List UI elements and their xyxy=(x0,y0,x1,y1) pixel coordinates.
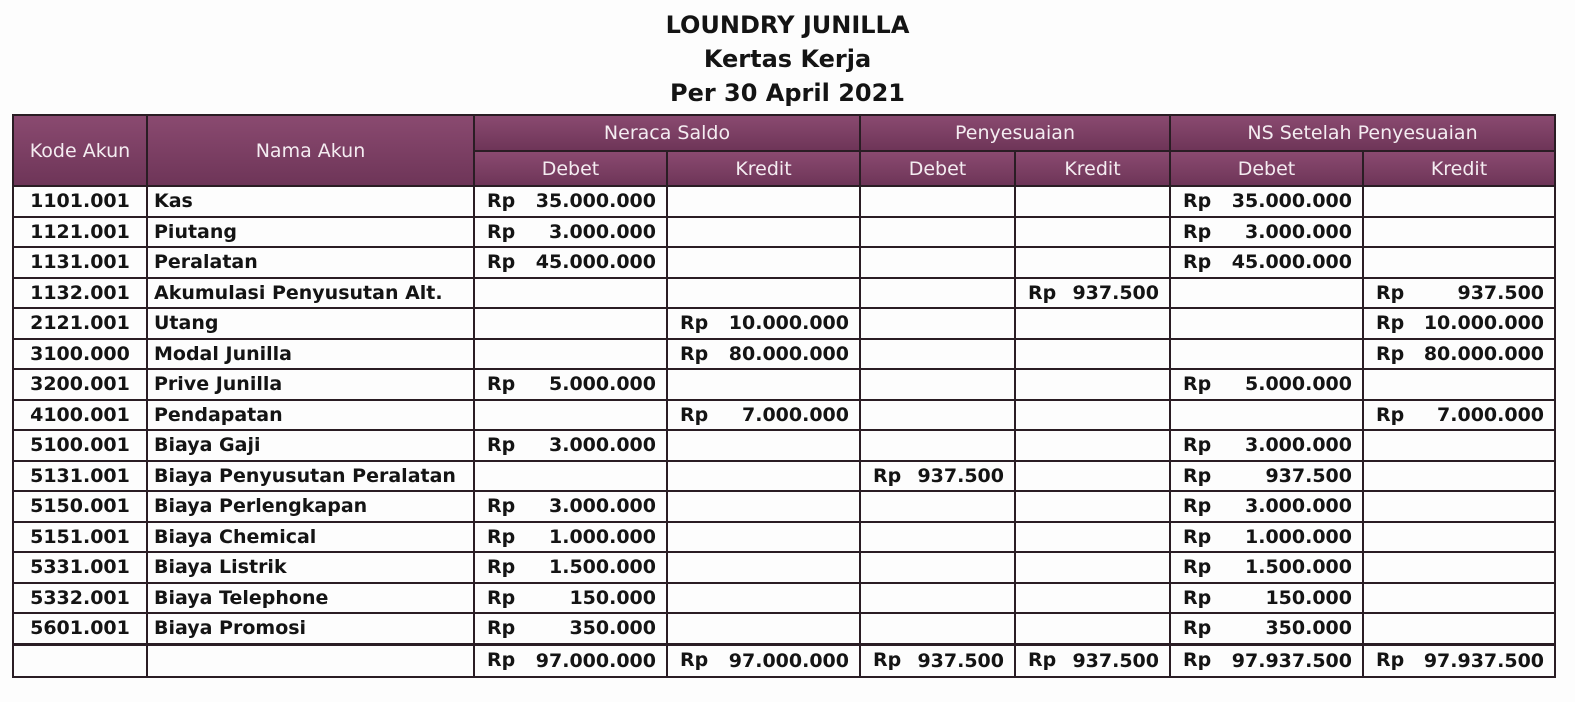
amount-value: 10.000.000 xyxy=(728,312,849,335)
account-code: 3200.001 xyxy=(13,369,147,400)
account-code: 5601.001 xyxy=(13,613,147,644)
amount-value: 3.000.000 xyxy=(549,495,656,518)
header-ns-setelah-penyesuaian: NS Setelah Penyesuaian xyxy=(1170,115,1555,151)
account-name: Biaya Telephone xyxy=(147,583,474,614)
currency-label: Rp xyxy=(487,525,516,548)
amount-cell xyxy=(1015,552,1170,583)
header-kredit: Kredit xyxy=(1015,151,1170,186)
table-row xyxy=(13,400,1555,431)
amount-cell xyxy=(1363,613,1555,644)
currency-label: Rp xyxy=(1183,648,1212,671)
amount-cell xyxy=(474,613,667,644)
amount-cell xyxy=(667,430,860,461)
account-name: Pendapatan xyxy=(147,400,474,431)
amount-cell xyxy=(1015,613,1170,644)
currency-label: Rp xyxy=(487,648,516,671)
currency-label: Rp xyxy=(1028,281,1057,304)
amount-cell xyxy=(1170,278,1363,309)
currency-label: Rp xyxy=(487,220,516,243)
amount-cell xyxy=(1363,278,1555,309)
header-kredit: Kredit xyxy=(1363,151,1555,186)
amount-value: 10.000.000 xyxy=(1423,312,1545,335)
currency-label: Rp xyxy=(487,373,516,395)
amount-cell xyxy=(860,461,1015,492)
account-code: 1121.001 xyxy=(13,217,147,248)
amount-cell xyxy=(474,491,667,522)
currency-label: Rp xyxy=(487,617,516,639)
amount-cell xyxy=(860,217,1015,248)
currency-label: Rp xyxy=(1376,403,1405,426)
amount-cell xyxy=(1363,308,1555,339)
amount-cell xyxy=(1170,400,1363,431)
amount-cell xyxy=(1170,583,1363,614)
amount-cell xyxy=(667,552,860,583)
account-code: 5131.001 xyxy=(13,461,147,492)
amount-cell xyxy=(860,400,1015,431)
amount-value: 150.000 xyxy=(1265,586,1352,609)
amount-cell xyxy=(860,339,1015,370)
account-name: Biaya Perlengkapan xyxy=(147,491,474,522)
amount-cell xyxy=(860,186,1015,217)
account-name: Biaya Promosi xyxy=(147,613,474,644)
amount-cell xyxy=(860,522,1015,553)
amount-cell xyxy=(667,247,860,278)
currency-label: Rp xyxy=(1183,556,1212,578)
account-code: 1131.001 xyxy=(13,247,147,278)
currency-label: Rp xyxy=(1183,220,1212,243)
amount-cell xyxy=(860,491,1015,522)
amount-cell xyxy=(860,278,1015,309)
table-row xyxy=(13,186,1555,217)
amount-cell xyxy=(474,400,667,431)
currency-label: Rp xyxy=(1028,648,1057,671)
amount-cell xyxy=(474,369,667,400)
currency-label: Rp xyxy=(1183,586,1212,609)
header-penyesuaian: Penyesuaian xyxy=(860,115,1170,151)
amount-cell xyxy=(860,613,1015,644)
currency-label: Rp xyxy=(487,586,516,609)
currency-label: Rp xyxy=(1376,281,1405,304)
amount-cell xyxy=(474,583,667,614)
amount-value: 1.000.000 xyxy=(1245,525,1352,548)
table-row xyxy=(13,217,1555,248)
account-code: 1132.001 xyxy=(13,278,147,309)
account-name: Piutang xyxy=(147,217,474,248)
amount-value: 937.500 xyxy=(1457,281,1545,304)
amount-cell xyxy=(860,552,1015,583)
amount-cell xyxy=(1170,339,1363,370)
amount-cell xyxy=(474,430,667,461)
amount-value: 1.500.000 xyxy=(1245,556,1352,579)
amount-cell xyxy=(860,369,1015,400)
amount-value: 45.000.000 xyxy=(1231,251,1352,274)
amount-cell xyxy=(474,461,667,492)
amount-cell xyxy=(1015,430,1170,461)
amount-cell xyxy=(1363,369,1555,400)
currency-label: Rp xyxy=(487,495,516,517)
currency-label: Rp xyxy=(873,464,902,487)
header-nama-akun: Nama Akun xyxy=(147,115,474,186)
amount-cell xyxy=(1363,247,1555,278)
table-row xyxy=(13,339,1555,370)
amount-value: 3.000.000 xyxy=(549,434,656,457)
empty-cell xyxy=(147,644,474,677)
header-kode-akun: Kode Akun xyxy=(13,115,147,186)
amount-cell xyxy=(1015,247,1170,278)
amount-value: 45.000.000 xyxy=(535,251,656,274)
amount-cell xyxy=(1363,400,1555,431)
currency-label: Rp xyxy=(680,648,709,671)
amount-cell xyxy=(1015,186,1170,217)
amount-value: 35.000.000 xyxy=(535,190,656,213)
amount-cell xyxy=(667,400,860,431)
table-row xyxy=(13,491,1555,522)
amount-value: 3.000.000 xyxy=(1245,495,1352,518)
amount-value: 3.000.000 xyxy=(1245,434,1352,457)
account-code: 1101.001 xyxy=(13,186,147,217)
amount-cell xyxy=(1015,491,1170,522)
amount-cell xyxy=(474,552,667,583)
currency-label: Rp xyxy=(1376,648,1405,671)
amount-value: 1.000.000 xyxy=(549,525,656,548)
account-name: Biaya Gaji xyxy=(147,430,474,461)
currency-label: Rp xyxy=(1183,525,1212,548)
amount-cell xyxy=(1170,430,1363,461)
account-name: Modal Junilla xyxy=(147,339,474,370)
amount-value: 3.000.000 xyxy=(549,220,656,243)
amount-cell xyxy=(860,308,1015,339)
currency-label: Rp xyxy=(1183,495,1212,517)
header-neraca-saldo: Neraca Saldo xyxy=(474,115,860,151)
amount-value: 7.000.000 xyxy=(742,403,849,426)
currency-label: Rp xyxy=(680,312,709,334)
account-name: Biaya Chemical xyxy=(147,522,474,553)
account-name: Prive Junilla xyxy=(147,369,474,400)
amount-cell xyxy=(1170,186,1363,217)
currency-label: Rp xyxy=(873,648,902,671)
amount-value: 937.500 xyxy=(917,464,1004,487)
amount-cell xyxy=(860,430,1015,461)
currency-label: Rp xyxy=(1183,251,1212,273)
currency-label: Rp xyxy=(487,556,516,578)
amount-value: 350.000 xyxy=(1265,617,1352,640)
empty-cell xyxy=(13,644,147,677)
account-code: 5151.001 xyxy=(13,522,147,553)
amount-cell xyxy=(1363,583,1555,614)
table-row xyxy=(13,613,1555,644)
amount-value: 97.000.000 xyxy=(535,649,656,672)
amount-cell xyxy=(1015,583,1170,614)
amount-value: 937.500 xyxy=(917,649,1004,672)
document-subtitle: Kertas Kerja xyxy=(703,45,872,73)
currency-label: Rp xyxy=(1183,434,1212,456)
amount-value: 937.500 xyxy=(1265,464,1352,487)
account-name: Biaya Listrik xyxy=(147,552,474,583)
amount-cell xyxy=(667,613,860,644)
amount-value: 97.000.000 xyxy=(728,649,849,672)
table-row xyxy=(13,308,1555,339)
account-name: Akumulasi Penyusutan Alt. xyxy=(147,278,474,309)
table-row xyxy=(13,552,1555,583)
amount-value: 3.000.000 xyxy=(1245,220,1352,243)
currency-label: Rp xyxy=(1183,190,1212,212)
amount-cell xyxy=(1015,308,1170,339)
account-code: 5331.001 xyxy=(13,552,147,583)
amount-cell xyxy=(1015,369,1170,400)
amount-cell xyxy=(1015,217,1170,248)
amount-cell xyxy=(1363,461,1555,492)
worksheet-body xyxy=(13,186,1555,677)
account-name: Utang xyxy=(147,308,474,339)
header-debet: Debet xyxy=(1170,151,1363,186)
amount-value: 150.000 xyxy=(569,586,656,609)
amount-cell xyxy=(1170,491,1363,522)
account-code: 5150.001 xyxy=(13,491,147,522)
amount-cell xyxy=(1363,552,1555,583)
amount-cell xyxy=(474,308,667,339)
amount-value: 80.000.000 xyxy=(728,342,849,365)
amount-cell xyxy=(474,247,667,278)
document-header xyxy=(0,8,1575,110)
amount-cell xyxy=(1170,644,1363,677)
amount-cell xyxy=(860,247,1015,278)
amount-cell xyxy=(474,339,667,370)
amount-cell xyxy=(667,217,860,248)
amount-cell xyxy=(1170,217,1363,248)
amount-value: 5.000.000 xyxy=(549,373,656,396)
currency-label: Rp xyxy=(487,434,516,456)
table-row xyxy=(13,522,1555,553)
amount-cell xyxy=(667,491,860,522)
currency-label: Rp xyxy=(680,403,709,426)
amount-value: 97.937.500 xyxy=(1423,649,1545,672)
amount-cell xyxy=(667,461,860,492)
amount-cell xyxy=(667,369,860,400)
account-name: Biaya Penyusutan Peralatan xyxy=(147,461,474,492)
account-code: 5332.001 xyxy=(13,583,147,614)
table-row xyxy=(13,461,1555,492)
amount-cell xyxy=(667,186,860,217)
amount-cell xyxy=(1015,400,1170,431)
amount-cell xyxy=(474,186,667,217)
amount-cell xyxy=(1015,461,1170,492)
account-name: Peralatan xyxy=(147,247,474,278)
amount-cell xyxy=(1170,613,1363,644)
amount-value: 7.000.000 xyxy=(1437,403,1545,426)
amount-cell xyxy=(1015,278,1170,309)
amount-cell xyxy=(860,583,1015,614)
amount-cell xyxy=(1363,522,1555,553)
account-code: 3100.000 xyxy=(13,339,147,370)
amount-cell xyxy=(667,308,860,339)
amount-cell xyxy=(1363,186,1555,217)
currency-label: Rp xyxy=(1376,342,1405,365)
period-label: Per 30 April 2021 xyxy=(669,79,905,107)
currency-label: Rp xyxy=(487,251,516,273)
amount-value: 35.000.000 xyxy=(1231,190,1352,213)
company-title: LOUNDRY JUNILLA xyxy=(665,11,910,39)
amount-cell xyxy=(1363,491,1555,522)
table-row xyxy=(13,583,1555,614)
amount-cell xyxy=(1170,552,1363,583)
amount-cell xyxy=(667,522,860,553)
amount-cell xyxy=(1170,247,1363,278)
currency-label: Rp xyxy=(1183,617,1212,639)
amount-cell xyxy=(860,644,1015,677)
amount-cell xyxy=(1170,522,1363,553)
header-debet: Debet xyxy=(860,151,1015,186)
header-kredit: Kredit xyxy=(667,151,860,186)
amount-cell xyxy=(1015,644,1170,677)
currency-label: Rp xyxy=(487,190,516,212)
table-row xyxy=(13,278,1555,309)
amount-cell xyxy=(1363,339,1555,370)
amount-value: 80.000.000 xyxy=(1423,342,1545,365)
currency-label: Rp xyxy=(680,342,709,365)
amount-value: 5.000.000 xyxy=(1245,373,1352,396)
amount-cell xyxy=(474,217,667,248)
amount-cell xyxy=(667,278,860,309)
amount-cell xyxy=(1363,644,1555,677)
account-code: 4100.001 xyxy=(13,400,147,431)
totals-row xyxy=(13,644,1555,677)
currency-label: Rp xyxy=(1183,373,1212,395)
currency-label: Rp xyxy=(1183,464,1212,487)
currency-label: Rp xyxy=(1376,312,1405,334)
amount-cell xyxy=(667,339,860,370)
table-row xyxy=(13,369,1555,400)
amount-cell xyxy=(1015,522,1170,553)
amount-value: 937.500 xyxy=(1072,649,1159,672)
table-row xyxy=(13,430,1555,461)
amount-value: 1.500.000 xyxy=(549,556,656,579)
amount-cell xyxy=(1170,461,1363,492)
amount-cell xyxy=(667,583,860,614)
table-row xyxy=(13,247,1555,278)
amount-cell xyxy=(474,278,667,309)
worksheet-table xyxy=(12,114,1556,678)
amount-cell xyxy=(1363,430,1555,461)
amount-cell xyxy=(1363,217,1555,248)
amount-cell xyxy=(474,644,667,677)
amount-cell xyxy=(1170,308,1363,339)
amount-value: 937.500 xyxy=(1072,281,1159,304)
amount-cell xyxy=(474,522,667,553)
amount-cell xyxy=(1170,369,1363,400)
amount-value: 350.000 xyxy=(569,617,656,640)
amount-cell xyxy=(667,644,860,677)
account-code: 5100.001 xyxy=(13,430,147,461)
amount-cell xyxy=(1015,339,1170,370)
header-debet: Debet xyxy=(474,151,667,186)
amount-value: 97.937.500 xyxy=(1231,649,1352,672)
account-code: 2121.001 xyxy=(13,308,147,339)
account-name: Kas xyxy=(147,186,474,217)
